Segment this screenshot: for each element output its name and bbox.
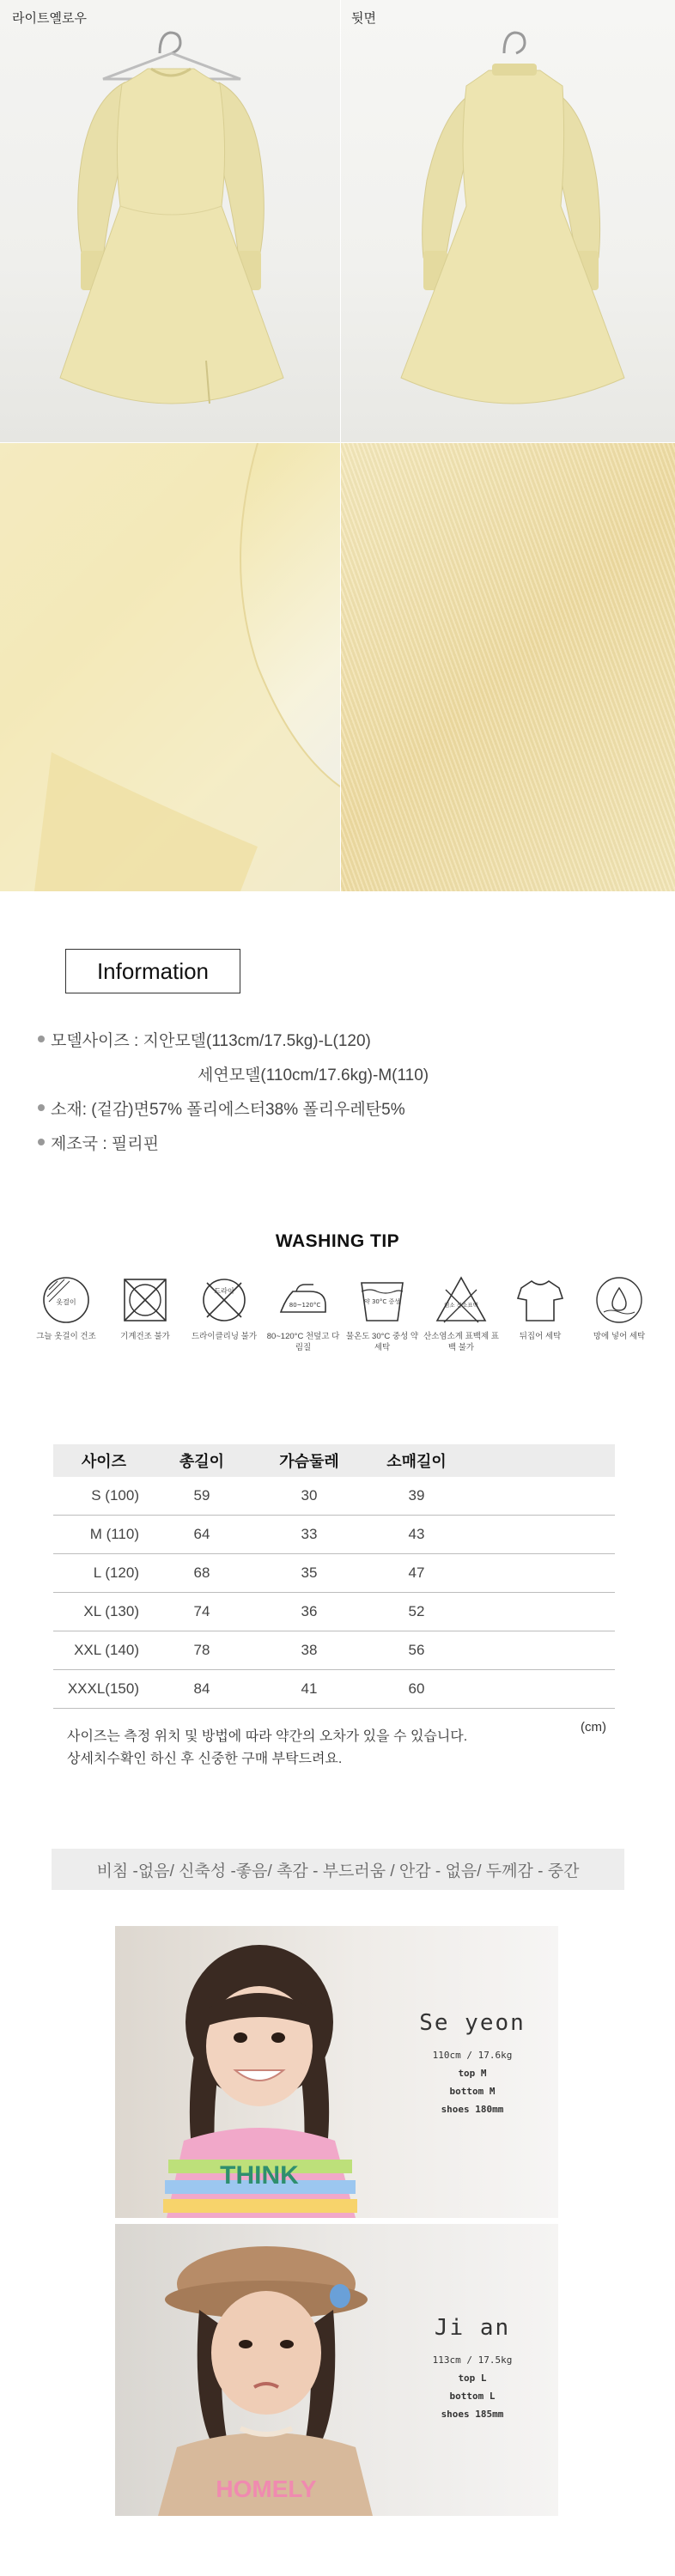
size-cell: L (120) [53,1554,155,1593]
chest-cell: 33 [249,1516,369,1554]
model-body: 113cm / 17.5kg [432,2354,513,2366]
size-note [67,1726,467,1771]
length-cell: 64 [155,1516,249,1554]
size-table-header [53,1444,615,1477]
empty-cell [464,1593,615,1631]
iron-icon [276,1273,331,1327]
size-cell: M (110) [53,1516,155,1554]
table-row [53,1477,615,1516]
wash-item-no-bleach [423,1273,500,1353]
size-cell: XXL (140) [53,1631,155,1670]
model-shoes: shoes 185mm [441,2409,504,2420]
wash-caption: 뒤집어 세탁 [519,1332,562,1341]
header-empty [464,1444,615,1477]
wash-item-laundry-net [581,1273,658,1342]
size-note-line-1: 사이즈는 측정 위치 및 방법에 따라 약간의 오차가 있을 수 있습니다. [67,1729,468,1744]
length-cell: 59 [155,1477,249,1516]
back-label: 뒷면 [351,11,376,26]
wash-caption: 망에 넣어 세탁 [593,1332,646,1341]
empty-cell [464,1670,615,1709]
sleeve-cell: 39 [369,1477,464,1516]
shirt-print-homely: HOMELY [216,2476,317,2502]
empty-cell [464,1516,615,1554]
sleeve-cell: 52 [369,1593,464,1631]
model-card-jian [115,2224,558,2516]
wash-caption: 80~120°C 천덮고 다림질 [266,1332,340,1352]
hand-wash-symbol-text: 약 30°C 중성 [363,1298,401,1305]
material-row [38,1091,639,1125]
wash-item-no-dry-clean [185,1273,263,1342]
shade-dry-symbol-text: 옷걸이 [56,1298,76,1306]
chest-cell: 41 [249,1670,369,1709]
product-photo-grid [0,0,675,891]
table-row [53,1670,615,1709]
table-row [53,1516,615,1554]
model-shoes: shoes 180mm [441,2104,504,2115]
header-sleeve: 소매길이 [369,1444,464,1477]
sleeve-detail-photo [0,443,340,891]
empty-cell [464,1631,615,1670]
shirt-print-think: THINK [220,2161,299,2190]
no-dry-clean-icon [197,1273,252,1327]
sleeve-cell: 60 [369,1670,464,1709]
wash-caption: 물온도 30°C 중성 약세탁 [345,1332,419,1352]
wash-caption: 그늘 옷걸이 건조 [36,1332,96,1341]
front-dress-photo [0,0,340,442]
dress-back-illustration [341,0,675,442]
model-body: 110cm / 17.6kg [432,2050,513,2061]
sleeve-cell: 43 [369,1516,464,1554]
chest-cell: 38 [249,1631,369,1670]
chest-cell: 35 [249,1554,369,1593]
sleeve-fold-illustration [0,443,340,891]
fabric-features-bar [52,1849,624,1890]
model-size-row-2 [38,1056,639,1091]
wash-item-no-machine-dry [106,1273,184,1342]
wash-caption: 산소염소계 표백제 표백 불가 [423,1332,499,1352]
fabric-texture-photo [341,443,675,891]
iron-symbol-text: 80~120°C [289,1302,321,1309]
material-text: 소재: (겉감)면57% 폴리에스터38% 폴리우레탄5% [51,1100,405,1119]
wash-item-iron [265,1273,342,1353]
hand-wash-icon [355,1273,410,1327]
wash-caption: 기계건조 불가 [120,1332,170,1341]
model-bottom: bottom M [449,2086,496,2097]
model-info-seyeon [395,2010,550,2118]
length-cell: 74 [155,1593,249,1631]
washing-icons-row [27,1273,646,1367]
size-cell: XXXL(150) [53,1670,155,1709]
model-card-seyeon [115,1926,558,2218]
size-cell: S (100) [53,1477,155,1516]
no-bleach-icon [434,1273,489,1327]
inside-out-icon [513,1273,568,1327]
header-size: 사이즈 [53,1444,155,1477]
model-top: top M [458,2068,487,2079]
chest-cell: 36 [249,1593,369,1631]
model-bottom: bottom L [449,2391,496,2402]
dress-front-illustration [0,0,340,442]
wash-caption: 드라이클리닝 불가 [191,1332,258,1341]
wash-item-hand-wash [344,1273,421,1353]
length-cell: 68 [155,1554,249,1593]
bullet-icon [38,1036,45,1042]
sleeve-cell: 56 [369,1631,464,1670]
bleach-symbol-text: 염소 산소표백 [444,1302,478,1309]
model-info-jian [395,2315,550,2423]
size-cell: XL (130) [53,1593,155,1631]
shade-dry-icon [39,1273,94,1327]
origin-row [38,1125,639,1159]
length-cell: 84 [155,1670,249,1709]
header-chest: 가슴둘레 [249,1444,369,1477]
model-size-text-2: 세연모델(110cm/17.6kg)-M(110) [198,1066,429,1084]
length-cell: 78 [155,1631,249,1670]
back-dress-photo [341,0,675,442]
model-size-text: 모델사이즈 : 지안모델(113cm/17.5kg)-L(120) [51,1031,371,1050]
wash-item-shade-dry [27,1273,105,1342]
sleeve-cell: 47 [369,1554,464,1593]
unit-label: (cm) [581,1720,606,1735]
no-tumble-dry-icon [118,1273,173,1327]
information-list [38,1022,639,1159]
information-heading: Information [65,949,240,993]
empty-cell [464,1477,615,1516]
size-note-line-2: 상세치수확인 하신 후 신중한 구매 부탁드려요. [67,1752,343,1766]
fabric-features-text: 비침 -없음/ 신축성 -좋음/ 촉감 - 부드러움 / 안감 - 없음/ 두께감 - 중간 [96,1862,580,1880]
origin-text: 제조국 : 필리핀 [51,1134,159,1153]
gentle-wash-icon [592,1273,647,1327]
table-row [53,1593,615,1631]
color-label: 라이트옐로우 [12,11,87,26]
header-total-length: 총길이 [155,1444,249,1477]
table-row [53,1631,615,1670]
dry-clean-symbol-text: 드라이 [214,1287,234,1295]
model-name: Se yeon [419,2010,526,2036]
model-top: top L [458,2372,487,2384]
model-name: Ji an [434,2315,511,2341]
chest-cell: 30 [249,1477,369,1516]
size-table [53,1444,615,1709]
washing-tip-title: WASHING TIP [275,1231,400,1251]
bullet-icon [38,1139,45,1145]
table-row [53,1554,615,1593]
empty-cell [464,1554,615,1593]
model-size-row [38,1022,639,1056]
bullet-icon [38,1104,45,1111]
wash-item-inside-out [502,1273,579,1342]
